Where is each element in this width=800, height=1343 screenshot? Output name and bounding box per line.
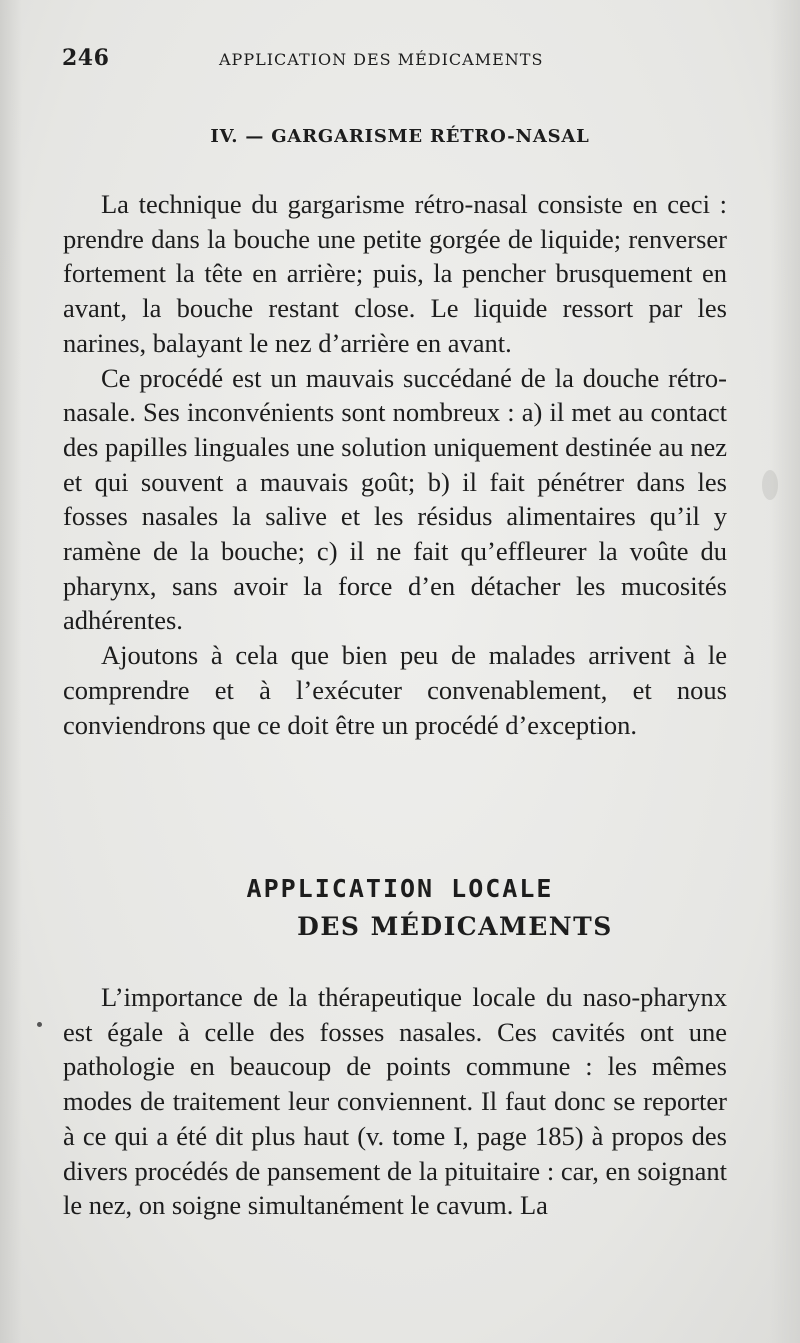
running-title: APPLICATION DES MÉDICAMENTS	[219, 50, 544, 69]
paragraph-importance: L’importance de la thérapeutique locale du naso-pharynx est égale à celle des fosses nasales. Ces cavités ont une pathologie en beaucoup de points commune : les mêmes modes de traitement leur conviennent. Il faut donc se reporter à ce qui a été dit plus haut (v. tome I, page 185) à propos des divers procédés de pansement de la pituitaire : car, en soignant le nez, on soigne simultanément le cavum. La	[63, 982, 727, 1221]
ink-fleck	[37, 1022, 42, 1027]
paragraph-inconvenients: Ce procédé est un mauvais succédané de la douche rétro-nasale. Ses inconvénients sont nombreux : a) il met au contact des papilles linguales une solution uniquement destinée au nez et qui souvent a mauvais goût; b) il fait pénétrer dans les fosses nasales la salive et les résidus alimentaires qu’il y ramène de la bouche; c) il ne fait qu’effleurer la voûte du pharynx, sans avoir la force d’en détacher les mucosités adhérentes.	[63, 362, 727, 636]
paper-smudge	[762, 470, 778, 500]
section-heading: IV. — GARGARISME RÉTRO-NASAL	[210, 126, 590, 147]
chapter-heading	[0, 870, 800, 946]
chapter-heading-line1: APPLICATION LOCALE	[246, 874, 554, 903]
chapter-heading-line2: DES MÉDICAMENTS	[297, 912, 613, 941]
running-head	[62, 45, 742, 77]
chapter-body	[63, 980, 727, 1223]
page-gutter-shadow	[0, 0, 22, 1343]
paragraph-technique: La technique du gargarisme rétro-nasal consiste en ceci : prendre dans la bouche une petite gorgée de liquide; renverser fortement la tête en arrière; puis, la pencher brusquement en avant, la bouche restant close. Le liquide ressort par les narines, balayant le nez d’arrière en avant.	[63, 189, 727, 358]
section-body	[63, 187, 727, 742]
page-edge-shadow	[770, 0, 800, 1343]
page-number: 246	[62, 45, 110, 71]
paragraph-conclusion: Ajoutons à cela que bien peu de malades arrivent à le comprendre et à l’exécuter convenablement, et nous conviendrons que ce doit être un procédé d’exception.	[63, 640, 727, 740]
